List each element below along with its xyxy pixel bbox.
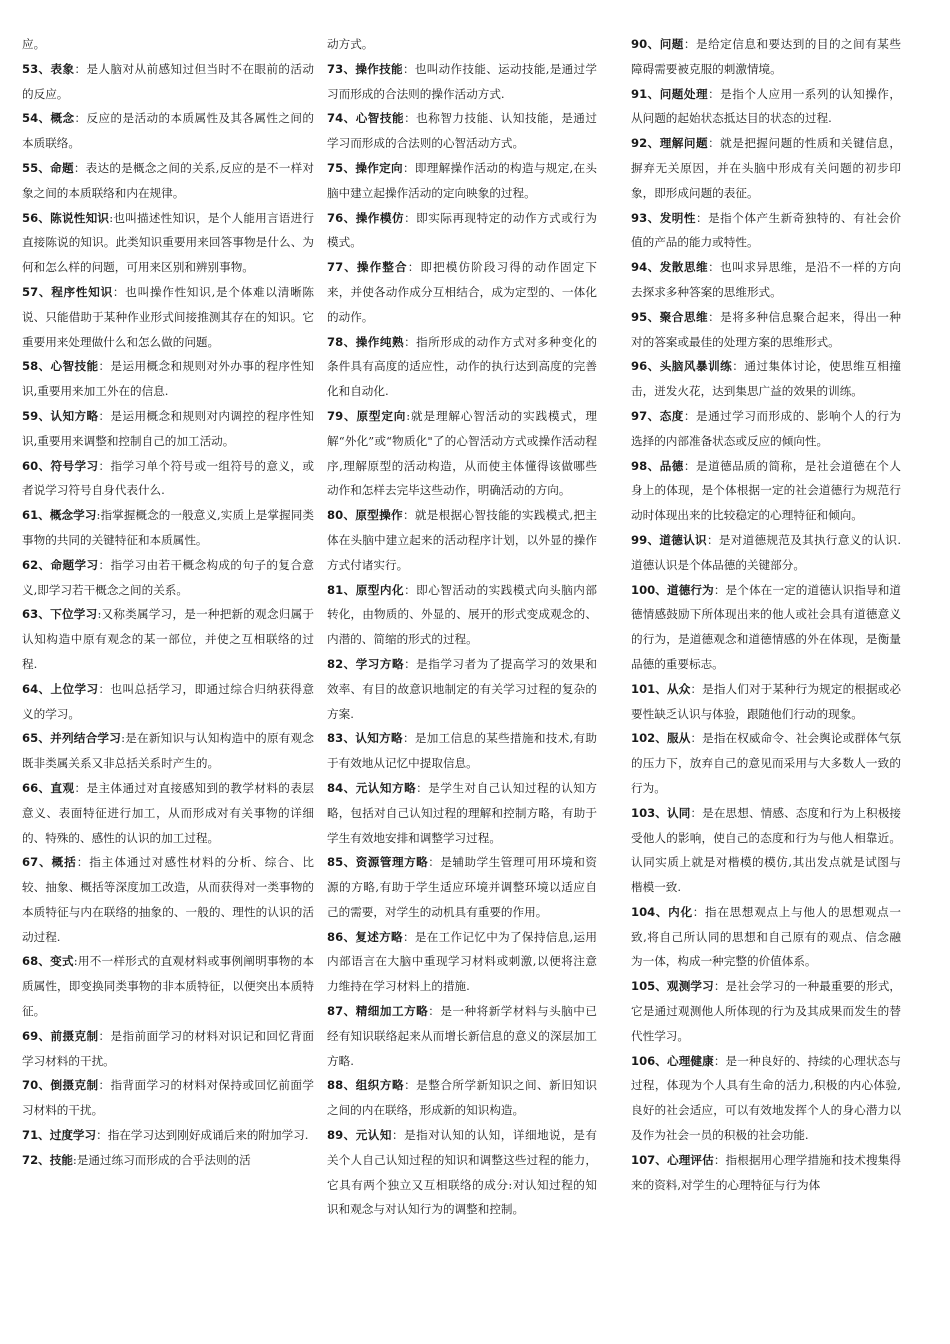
term-entry xyxy=(327,106,597,156)
term-title: 74、心智技能 xyxy=(327,111,405,126)
term-entry xyxy=(631,131,901,205)
term-title: 85、资源管理方略 xyxy=(327,855,429,870)
term-definition: ：通过集体讨论，使思维互相撞击，迸发火花，达到集思广益的效果的训练。 xyxy=(631,359,901,399)
term-definition: ：是学生对自己认知过程的认知方略，包括对自己认知过程的理解和控制方略，有助于学生有效地安排和调整学习过程。 xyxy=(327,780,597,845)
term-definition: ：是在工作记忆中为了保持信息,运用内部语言在大脑中重现学习材料或刺激,以便将注意力维持在学习材料上的措施. xyxy=(327,929,597,994)
term-entry xyxy=(327,578,597,652)
term-definition: ：指背面学习的材料对保持或回忆前面学习材料的干扰。 xyxy=(22,1078,314,1118)
term-title: 81、原型内化 xyxy=(327,582,405,597)
column-left xyxy=(22,32,314,1173)
term-title: 95、聚合思维 xyxy=(631,309,709,324)
term-definition: ：反应的是活动的本质属性及其各属性之间的本质联络。 xyxy=(22,111,314,151)
term-definition: ：是指前面学习的材料对识记和回忆背面学习材料的干扰。 xyxy=(22,1028,314,1068)
term-title: 63、下位学习 xyxy=(22,607,98,622)
term-definition: ：是个体在一定的道德认识指导和道德情感鼓励下所体现出来的他人或社会具有道德意义的行为，是道德观念和道德情感的外在体现，是衡量品德的重要标志。 xyxy=(631,582,901,671)
term-definition: :也叫描述性知识，是个人能用言语进行直接陈说的知识。此类知识重要用来回答事物是什么、为何和怎么样的问题，可用来区别和辨别事物。 xyxy=(22,210,314,275)
term-definition: ：是对道德规范及其执行意义的认识.道德认识是个体品德的关键部分。 xyxy=(631,532,901,572)
term-entry xyxy=(22,32,314,57)
term-entry xyxy=(327,1073,597,1123)
term-definition: ：是加工信息的某些措施和技术,有助于有效地从记忆中提取信息。 xyxy=(327,731,597,771)
term-definition: :又称类属学习，是一种把新的观念归属于认知构造中原有观念的某一部位，并使之互相联络的过程. xyxy=(22,607,314,671)
term-definition: ：是社会学习的一种最重要的形式，它是通过观测他人所体现的行为及其成果而发生的替代性学习。 xyxy=(631,979,901,1043)
term-definition: ：指学习由若干概念构成的句子的复合意义,即学习若干概念之间的关系。 xyxy=(22,557,314,597)
term-title: 53、表象 xyxy=(22,61,75,76)
term-title: 55、命题 xyxy=(22,160,74,175)
term-definition: ：是辅助学生管理可用环境和资源的方略,有助于学生适应环境并调整环境以适应自己的需要，对学生的动机具有重要的作用。 xyxy=(327,855,597,919)
term-entry xyxy=(327,330,597,404)
term-title: 100、道德行为 xyxy=(631,582,714,597)
term-entry xyxy=(22,206,314,280)
term-title: 89、元认知 xyxy=(327,1128,392,1143)
term-title: 67、概括 xyxy=(22,855,77,870)
term-definition: ：即理解操作活动的构造与规定,在头脑中建立起操作活动的定向映象的过程。 xyxy=(327,160,597,200)
term-title: 72、技能 xyxy=(22,1152,73,1167)
term-title: 60、符号学习 xyxy=(22,458,99,473)
term-title: 62、命题学习 xyxy=(22,557,99,572)
term-entry xyxy=(631,404,901,454)
term-definition: :是通过练习而形成的合乎法则的活 xyxy=(72,1152,251,1167)
term-title: 80、原型操作 xyxy=(327,508,403,523)
term-title: 106、心理健康 xyxy=(631,1053,714,1068)
term-definition: ：指在思想观点上与他人的思想观点一致,将自己所认同的思想和自己原有的观点、信念融为一体，构成一种完整的价值体系。 xyxy=(631,904,901,969)
term-definition: :用不一样形式的直观材料或事例阐明事物的本质属性，即变换同类事物的非本质特征，以便突出本质特征。 xyxy=(22,954,314,1019)
term-entry xyxy=(22,57,314,107)
term-entry xyxy=(22,404,314,454)
term-entry xyxy=(631,82,901,132)
term-entry xyxy=(631,578,901,677)
term-definition: ：是指对认知的认知，详细地说，是有关个人自己认知过程的知识和调整这些过程的能力，它具有两个独立又互相联络的成分:对认知过程的知识和观念与对认知行为的调整和控制。 xyxy=(327,1128,597,1217)
term-entry xyxy=(22,677,314,727)
term-definition: ：即实际再现特定的动作方式或行为模式。 xyxy=(327,210,597,250)
term-definition: ：指主体通过对感性材料的分析、综合、比较、抽象、概括等深度加工改造，从而获得对一类事物的本质特征与内在联络的抽象的、一般的、理性的认识的活动过程. xyxy=(22,855,314,944)
term-title: 94、发散思维 xyxy=(631,260,709,275)
term-definition: ：是运用概念和规则对外办事的程序性知识,重要用来加工外在的信息. xyxy=(22,359,314,399)
term-title: 98、品德 xyxy=(631,458,684,473)
term-entry xyxy=(327,404,597,503)
term-definition: ：是在思想、情感、态度和行为上积极接受他人的影响，使自己的态度和行为与他人相靠近。认同实质上就是对楷模的模仿,其出发点就是试图与楷模一致. xyxy=(631,805,901,895)
term-entry xyxy=(327,255,597,329)
term-definition: ：是整合所学新知识之间、新旧知识之间的内在联络，形成新的知识构造。 xyxy=(327,1078,597,1118)
term-entry xyxy=(631,305,901,355)
term-title: 88、组织方略 xyxy=(327,1078,405,1093)
term-entry xyxy=(327,925,597,999)
term-definition: ：是人脑对从前感知过但当时不在眼前的活动的反应。 xyxy=(22,61,314,101)
term-title: 59、认知方略 xyxy=(22,408,99,423)
term-definition: ：也称智力技能、认知技能，是通过学习而形成的合法则的心智活动方式。 xyxy=(327,111,597,151)
term-title: 91、问题处理 xyxy=(631,86,709,101)
term-title: 87、精细加工方略 xyxy=(327,1004,429,1019)
term-title: 54、概念 xyxy=(22,111,75,126)
term-definition: ：是指个人应用一系列的认知操作，从问题的起始状态抵达目的状态的过程. xyxy=(631,86,901,126)
term-entry xyxy=(22,156,314,206)
term-entry xyxy=(22,1123,314,1148)
term-entry xyxy=(631,32,901,82)
term-entry xyxy=(327,156,597,206)
term-title: 66、直观 xyxy=(22,780,75,795)
term-definition: 应。 xyxy=(22,37,46,51)
term-entry xyxy=(327,32,597,57)
term-definition: :就是理解心智活动的实践模式，理解“外化”或“物质化"了的心智活动方式或操作活动程序,理解原型的活动构造，从而使主体懂得该做哪些动作和怎样去完毕这些动作，明确活动的方向。 xyxy=(327,408,597,498)
term-definition: ：是指学习者为了提高学习的效果和效率、有目的故意识地制定的有关学习过程的复杂的方案. xyxy=(327,656,597,721)
term-definition: ：是指在权威命令、社会舆论或群体气氛的压力下，放弃自己的意见而采用与大多数人一致的行为。 xyxy=(631,731,901,795)
term-title: 96、头脑风暴训练 xyxy=(631,359,733,374)
term-entry xyxy=(631,726,901,800)
term-entry xyxy=(327,206,597,256)
term-definition: 动方式。 xyxy=(327,37,374,51)
term-title: 82、学习方略 xyxy=(327,656,405,671)
term-entry xyxy=(631,528,901,578)
term-entry xyxy=(327,776,597,850)
term-entry xyxy=(22,850,314,949)
term-title: 107、心理评估 xyxy=(631,1152,714,1167)
term-entry xyxy=(22,949,314,1023)
term-entry xyxy=(631,677,901,727)
term-entry xyxy=(22,454,314,504)
term-title: 61、概念学习 xyxy=(22,508,97,523)
term-title: 68、变式 xyxy=(22,954,74,969)
term-title: 90、问题 xyxy=(631,37,684,51)
term-title: 83、认知方略 xyxy=(327,731,403,746)
term-entry xyxy=(22,106,314,156)
term-definition: ：是运用概念和规则对内调控的程序性知识,重要用来调整和控制自己的加工活动。 xyxy=(22,408,314,448)
term-definition: ：表达的是概念之间的关系,反应的是不一样对象之间的本质联络和内在规律。 xyxy=(22,160,315,200)
term-title: 64、上位学习 xyxy=(22,681,99,696)
term-entry xyxy=(631,801,901,900)
term-definition: ：也叫总括学习，即通过综合归纳获得意义的学习。 xyxy=(22,681,314,721)
term-entry xyxy=(631,454,901,528)
term-definition: ：也叫操作性知识,是个体难以清晰陈说、只能借助于某种作业形式间接推测其存在的知识。它重要用来处理做什么和怎么做的问题。 xyxy=(22,284,314,349)
term-title: 92、理解问题 xyxy=(631,136,709,151)
term-entry xyxy=(327,999,597,1073)
term-definition: :是在新知识与认知构造中的原有观念既非类属关系又非总括关系时产生的。 xyxy=(22,731,314,771)
term-title: 73、操作技能 xyxy=(327,61,403,76)
term-entry xyxy=(22,503,314,553)
term-definition: ：指所形成的动作方式对多种变化的条件具有高度的适应性，动作的执行达到高度的完善化和自动化. xyxy=(327,334,597,399)
term-definition: ：是指个体产生新奇独特的、有社会价值的产品的能力或特性。 xyxy=(631,210,901,250)
term-entry xyxy=(631,206,901,256)
term-entry xyxy=(631,1148,901,1198)
term-title: 75、操作定向 xyxy=(327,160,403,175)
term-entry xyxy=(327,1123,597,1222)
term-definition: ：是道德品质的简称，是社会道德在个人身上的体现，是个体根据一定的社会道德行为规范行动时体现出来的比较稳定的心理特征和倾向。 xyxy=(631,458,901,523)
term-definition: ：就是把握问题的性质和关键信息，摒弃无关原因，并在头脑中形成有关问题的初步印象，即形成问题的表征。 xyxy=(631,136,901,200)
term-title: 78、操作纯熟 xyxy=(327,334,405,349)
term-definition: ：是主体通过对直接感知到的教学材料的表层意义、表面特征进行加工，从而形成对有关事物的详细的、特殊的、感性的认识的加工过程。 xyxy=(22,780,314,845)
term-title: 65、并列结合学习 xyxy=(22,731,122,746)
term-title: 102、服从 xyxy=(631,731,691,746)
term-entry xyxy=(22,1148,314,1173)
term-definition: ：指根据用心理学措施和技术搜集得来的资料,对学生的心理特征与行为体 xyxy=(631,1152,901,1192)
term-title: 57、程序性知识 xyxy=(22,284,113,299)
term-title: 58、心智技能 xyxy=(22,359,99,374)
term-title: 70、倒摄克制 xyxy=(22,1078,99,1093)
term-entry xyxy=(22,553,314,603)
column-right xyxy=(631,32,901,1197)
term-definition: :指掌握概念的一般意义,实质上是掌握同类事物的共同的关键特征和本质属性。 xyxy=(22,508,315,547)
term-title: 93、发明性 xyxy=(631,210,696,225)
term-definition: ：是指人们对于某种行为规定的根据或必要性缺乏认识与体验，跟随他们行动的现象。 xyxy=(631,681,901,721)
term-title: 86、复述方略 xyxy=(327,929,403,944)
term-title: 103、认同 xyxy=(631,805,691,820)
term-title: 77、操作整合 xyxy=(327,260,408,275)
term-title: 104、内化 xyxy=(631,904,693,919)
term-definition: ：是给定信息和要达到的目的之间有某些障碍需要被克服的刺激情境。 xyxy=(631,37,901,76)
column-middle xyxy=(327,32,597,1222)
term-title: 76、操作模仿 xyxy=(327,210,405,225)
term-entry xyxy=(327,503,597,577)
term-entry xyxy=(327,850,597,924)
term-entry xyxy=(22,280,314,354)
term-title: 99、道德认识 xyxy=(631,532,707,547)
term-title: 101、从众 xyxy=(631,681,691,696)
term-definition: ：指在学习达到刚好成诵后来的附加学习. xyxy=(96,1128,309,1143)
term-definition: ：即把模仿阶段习得的动作固定下来，并使各动作成分互相结合，成为定型的、一体化的动作。 xyxy=(327,260,597,324)
term-definition: ：是一种将新学材料与头脑中已经有知识联络起来从而增长新信息的意义的深层加工方略. xyxy=(327,1004,597,1068)
term-entry xyxy=(22,1024,314,1074)
term-title: 84、元认知方略 xyxy=(327,780,417,795)
term-definition: ：是一种良好的、持续的心理状态与过程，体现为个人具有生命的活力,积极的内心体验,良好的社会适应，可以有效地发挥个人的身心潜力以及作为社会一员的积极的社会功能. xyxy=(631,1053,901,1143)
term-title: 69、前摄克制 xyxy=(22,1028,99,1043)
term-title: 97、态度 xyxy=(631,408,684,423)
term-entry xyxy=(631,1049,901,1148)
term-entry xyxy=(327,57,597,107)
term-entry xyxy=(22,726,314,776)
term-title: 79、原型定向 xyxy=(327,408,407,423)
term-title: 105、观测学习 xyxy=(631,979,714,994)
term-entry xyxy=(327,652,597,726)
term-entry xyxy=(631,974,901,1048)
term-entry xyxy=(22,602,314,676)
term-definition: ：指学习单个符号或一组符号的意义，或者说学习符号自身代表什么. xyxy=(22,458,314,498)
term-entry xyxy=(22,354,314,404)
term-title: 71、过度学习 xyxy=(22,1128,97,1143)
term-definition: ：即心智活动的实践模式向头脑内部转化，由物质的、外显的、展开的形式变成观念的、内潜的、简缩的形式的过程。 xyxy=(327,582,597,647)
term-entry xyxy=(22,1073,314,1123)
term-definition: ：就是根据心智技能的实践模式,把主体在头脑中建立起来的活动程序计划，以外显的操作方式付诸实行。 xyxy=(327,508,597,572)
term-definition: ：是通过学习而形成的、影响个人的行为选择的内部准备状态或反应的倾向性。 xyxy=(631,408,901,448)
term-entry xyxy=(22,776,314,850)
term-entry xyxy=(631,255,901,305)
term-definition: ：也叫动作技能、运动技能,是通过学习而形成的合法则的操作活动方式. xyxy=(327,61,597,101)
term-title: 56、陈说性知识 xyxy=(22,210,110,225)
term-definition: ：是将多种信息聚合起来，得出一种对的答案或最佳的处理方案的思维形式。 xyxy=(631,309,901,349)
term-entry xyxy=(631,354,901,404)
term-entry xyxy=(631,900,901,974)
term-definition: ：也叫求异思维，是沿不一样的方向去探求多种答案的思维形式。 xyxy=(631,260,901,299)
term-entry xyxy=(327,726,597,776)
